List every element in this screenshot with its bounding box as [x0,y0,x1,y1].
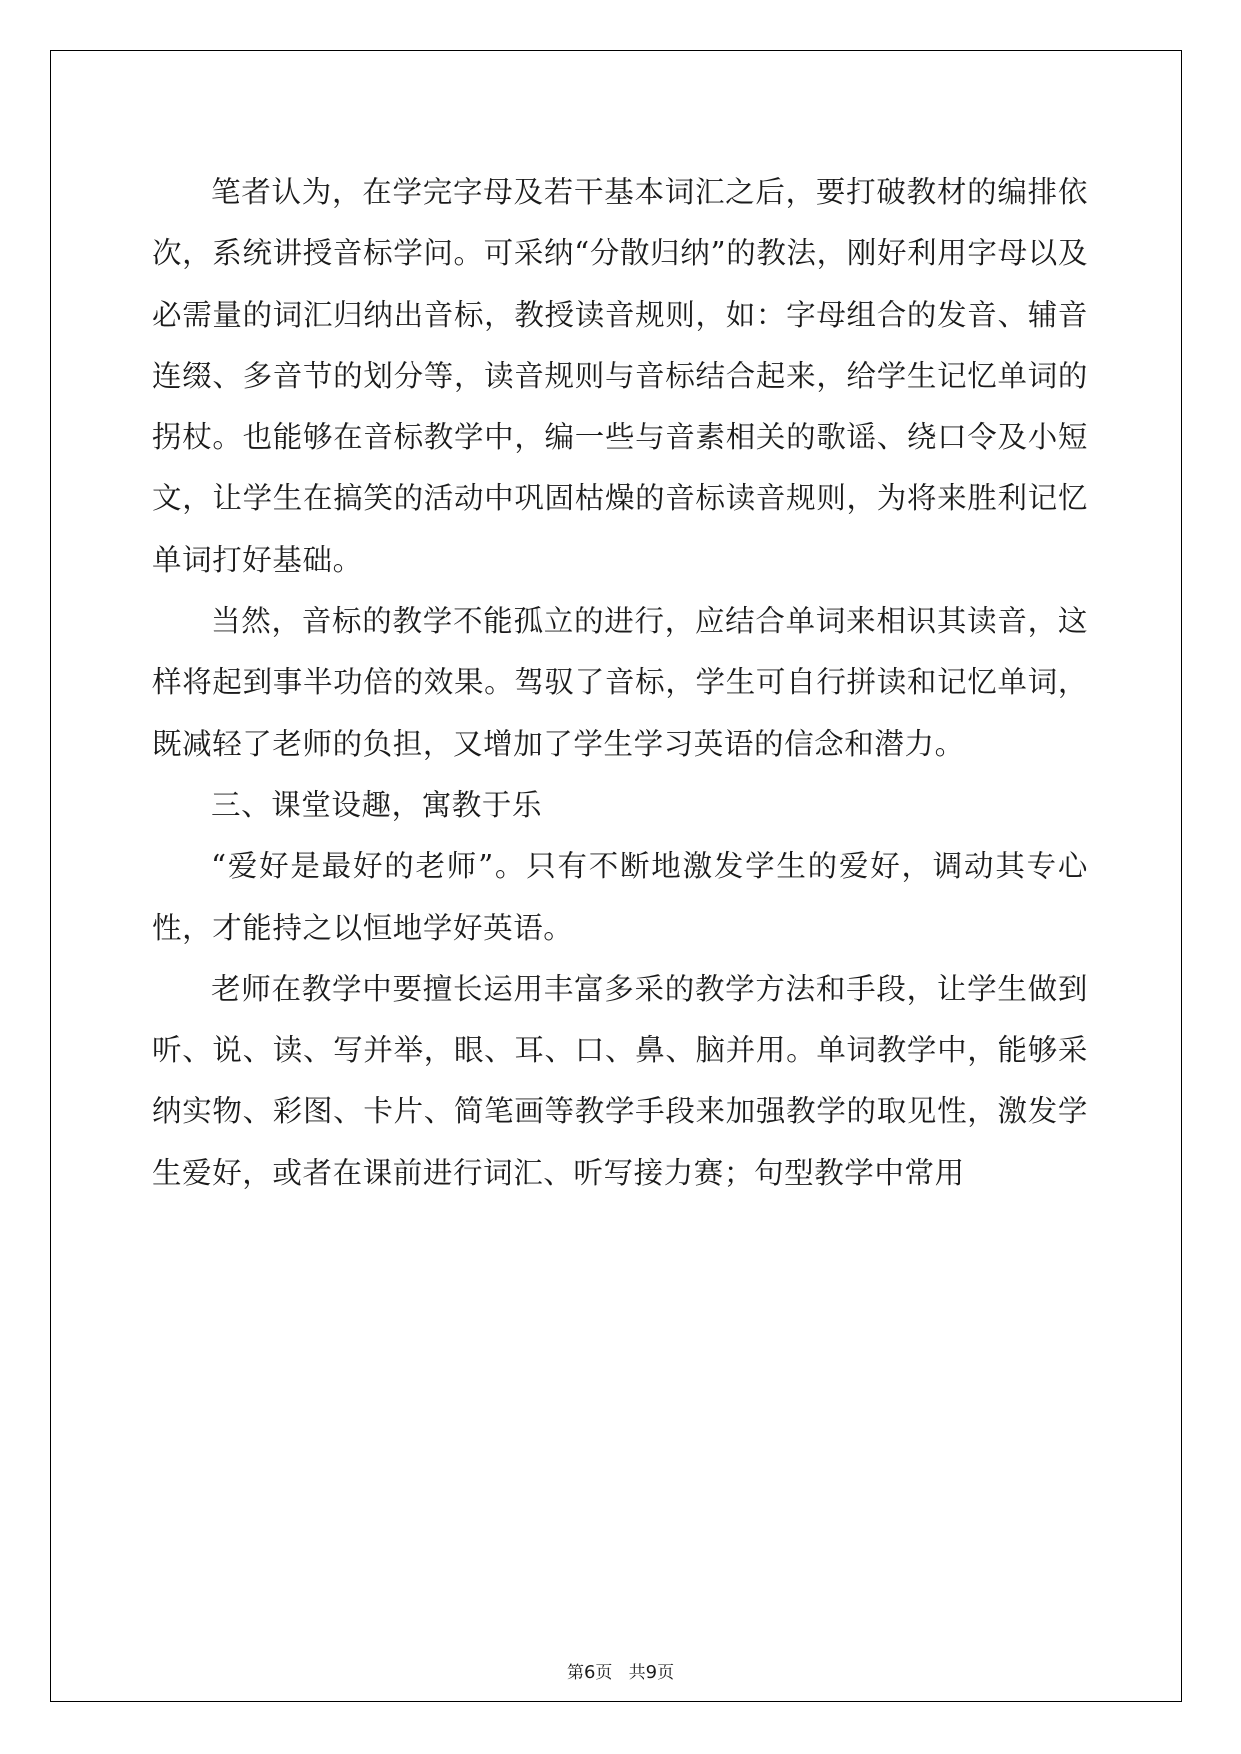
footer-middle: 页 共 [595,1663,646,1683]
footer-prefix: 第 [566,1663,584,1683]
current-page-number: 6 [583,1662,596,1683]
document-body [152,162,1088,1204]
total-page-number: 9 [645,1662,658,1683]
paragraph-2: 当然，音标的教学不能孤立的进行，应结合单词来相识其读音，这样将起到事半功倍的效果。驾驭了音标，学生可自行拼读和记忆单词，既减轻了老师的负担，又增加了学生学习英语的信念和潜力。 [152,604,1088,761]
section-heading: 三、课堂设趣，寓教于乐 [211,787,543,822]
paragraph-3: “爱好是最好的老师”。只有不断地激发学生的爱好，调动其专心性，才能持之以恒地学好英语。 [152,849,1088,945]
paragraph-4: 老师在教学中要擅长运用丰富多采的教学方法和手段，让学生做到听、说、读、写并举，眼、耳、口、鼻、脑并用。单词教学中，能够采纳实物、彩图、卡片、简笔画等教学手段来加强教学的取见性，激发学生爱好，或者在课前进行词汇、听写接力赛；句型教学中常用 [152,971,1088,1190]
footer-suffix: 页 [657,1663,675,1683]
page-footer [0,1658,1241,1683]
paragraph-1: 笔者认为，在学完字母及若干基本词汇之后，要打破教材的编排依次，系统讲授音标学问。可采纳“分散归纳”的教法，刚好利用字母以及必需量的词汇归纳出音标，教授读音规则，如：字母组合的发音、辅音连缀、多音节的划分等，读音规则与音标结合起来，给学生记忆单词的拐杖。也能够在音标教学中，编一些与音素相关的歌谣、绕口令及小短文，让学生在搞笑的活动中巩固枯燥的音标读音规则，为将来胜利记忆单词打好基础。 [152,175,1088,577]
